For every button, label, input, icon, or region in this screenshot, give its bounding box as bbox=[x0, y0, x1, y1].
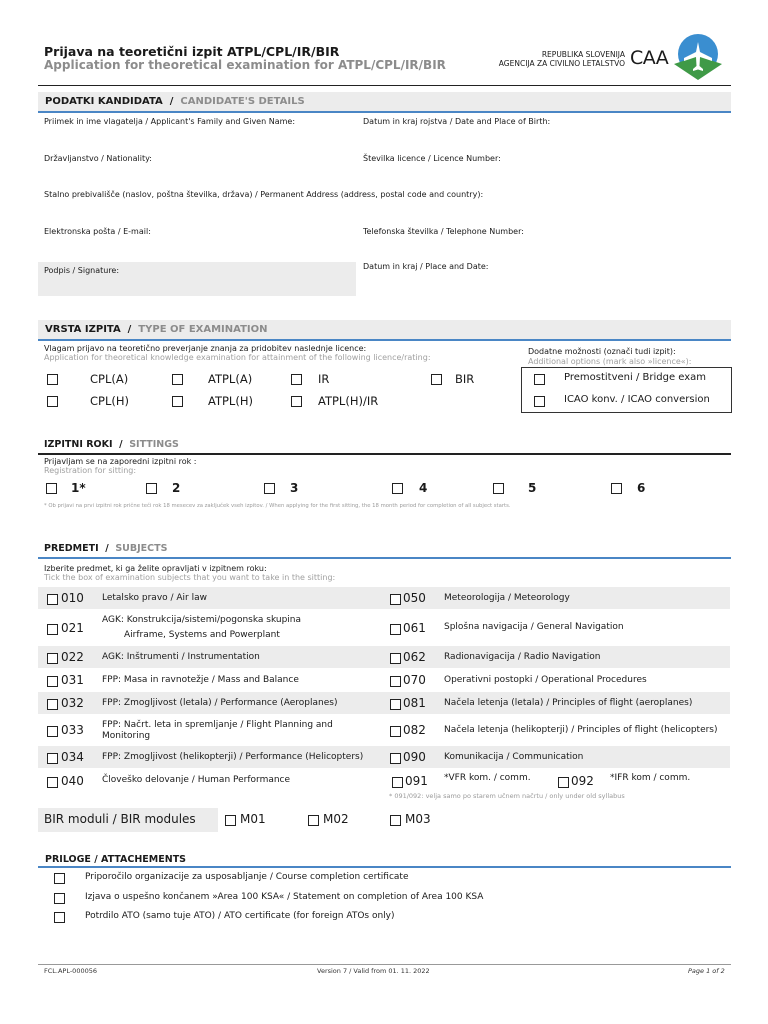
checkbox[interactable] bbox=[172, 396, 183, 407]
sitting-number: 4 bbox=[419, 481, 428, 495]
subject-name: Letalsko pravo / Air law bbox=[102, 593, 207, 603]
checkbox[interactable] bbox=[54, 912, 65, 923]
exam-type-intro-en: Application for theoretical knowledge examination for attainment of the following licence/rating: bbox=[44, 353, 431, 362]
checkbox[interactable] bbox=[47, 624, 58, 635]
section-title-en: SUBJECTS bbox=[115, 543, 168, 554]
agency-name bbox=[480, 50, 625, 68]
checkbox[interactable] bbox=[392, 777, 403, 788]
checkbox[interactable] bbox=[611, 483, 622, 494]
checkbox[interactable] bbox=[390, 815, 401, 826]
option-label: IR bbox=[318, 372, 330, 386]
subject-name: Radionavigacija / Radio Navigation bbox=[444, 652, 601, 662]
checkbox[interactable] bbox=[493, 483, 504, 494]
checkbox[interactable] bbox=[54, 893, 65, 904]
section-title-si: VRSTA IZPITA bbox=[45, 324, 121, 335]
subjects-intro-si: Izberite predmet, ki ga želite opravljati v izpitnem roku: bbox=[44, 564, 267, 573]
subject-code: 031 bbox=[61, 673, 84, 687]
checkbox[interactable] bbox=[47, 777, 58, 788]
licence-number-field-label: Številka licence / Licence Number: bbox=[363, 154, 501, 163]
candidate-rule bbox=[38, 111, 731, 113]
checkbox[interactable] bbox=[264, 483, 275, 494]
checkbox[interactable] bbox=[146, 483, 157, 494]
sittings-rule bbox=[38, 453, 731, 455]
checkbox[interactable] bbox=[47, 653, 58, 664]
sittings-note: * Ob prijavi na prvi izpitni rok prične teči rok 18 mesecev za zaključek vseh izpitov. / When applying for the first sitting, the 18 month period for completion of all subject starts. bbox=[44, 503, 511, 509]
subject-name: FPP: Zmogljivost (letala) / Performance (Aeroplanes) bbox=[102, 698, 338, 708]
footer-version: Version 7 / Valid from 01. 11. 2022 bbox=[317, 967, 430, 975]
section-title-si: PREDMETI bbox=[44, 543, 99, 554]
subject-code: 050 bbox=[403, 591, 426, 605]
subject-name-line-2: Monitoring bbox=[102, 731, 151, 741]
subject-code: 034 bbox=[61, 750, 84, 764]
attachment-label: Potrdilo ATO (samo tuje ATO) / ATO certificate (for foreign ATOs only) bbox=[85, 911, 395, 921]
sittings-intro-en: Registration for sitting: bbox=[44, 466, 137, 475]
checkbox[interactable] bbox=[47, 726, 58, 737]
subject-code: 032 bbox=[61, 696, 84, 710]
place-date-field-label: Datum in kraj / Place and Date: bbox=[363, 262, 489, 271]
candidate-section-bar bbox=[38, 92, 731, 112]
checkbox[interactable] bbox=[390, 594, 401, 605]
email-field-label: Elektronska pošta / E-mail: bbox=[44, 227, 151, 236]
checkbox[interactable] bbox=[390, 653, 401, 664]
module-code: M02 bbox=[323, 812, 349, 826]
subject-code: 091 bbox=[405, 774, 428, 788]
subject-name-line-2: Airframe, Systems and Powerplant bbox=[124, 630, 280, 640]
sitting-number: 5 bbox=[528, 481, 537, 495]
signature-field[interactable] bbox=[38, 262, 356, 296]
section-title-si: IZPITNI ROKI bbox=[44, 439, 113, 450]
checkbox[interactable] bbox=[390, 753, 401, 764]
additional-options-title-si: Dodatne možnosti (označi tudi izpit): bbox=[528, 347, 676, 356]
subject-name: Načela letenja (letala) / Principles of flight (aeroplanes) bbox=[444, 698, 693, 708]
subject-name: Načela letenja (helikopterji) / Principles of flight (helicopters) bbox=[444, 725, 718, 735]
section-title-en: TYPE OF EXAMINATION bbox=[138, 324, 268, 335]
checkbox[interactable] bbox=[308, 815, 319, 826]
phone-field-label: Telefonska številka / Telephone Number: bbox=[363, 227, 524, 236]
exam-type-section-bar bbox=[38, 320, 731, 340]
sittings-section-title: IZPITNI ROKI / SITTINGS bbox=[44, 439, 179, 450]
form-title: Prijava na teoretični izpit ATPL/CPL/IR/BIR bbox=[44, 44, 340, 59]
module-code: M01 bbox=[240, 812, 266, 826]
checkbox[interactable] bbox=[291, 374, 302, 385]
option-label: ATPL(H)/IR bbox=[318, 394, 379, 408]
option-label: BIR bbox=[455, 372, 475, 386]
checkbox[interactable] bbox=[172, 374, 183, 385]
subject-name: AGK: Konstrukcija/sistemi/pogonska skupina bbox=[102, 615, 302, 625]
checkbox[interactable] bbox=[534, 374, 545, 385]
checkbox[interactable] bbox=[47, 676, 58, 687]
subject-name: *IFR kom / comm. bbox=[610, 773, 691, 783]
agency-line-1: REPUBLIKA SLOVENIJA bbox=[541, 50, 625, 59]
subjects-intro-en: Tick the box of examination subjects that you want to take in the sitting: bbox=[44, 573, 336, 582]
subject-code: 090 bbox=[403, 750, 426, 764]
checkbox[interactable] bbox=[390, 699, 401, 710]
subject-code: 040 bbox=[61, 774, 84, 788]
subject-code: 070 bbox=[403, 673, 426, 687]
subject-name: FPP: Načrt. leta in spremljanje / Flight Planning and bbox=[102, 720, 333, 730]
subject-name: Komunikacija / Communication bbox=[444, 752, 584, 762]
subject-code: 062 bbox=[403, 650, 426, 664]
sitting-number: 6 bbox=[637, 481, 646, 495]
footer-page-number: Page 1 of 2 bbox=[688, 967, 725, 975]
subjects-section-title: PREDMETI / SUBJECTS bbox=[44, 543, 168, 554]
subject-name: Meteorologija / Meteorology bbox=[444, 593, 570, 603]
option-label: Premostitveni / Bridge exam bbox=[564, 372, 707, 383]
additional-options-title-en: Additional options (mark also »licence«): bbox=[528, 357, 692, 366]
attachments-rule bbox=[38, 866, 731, 868]
candidate-section-title: PODATKI KANDIDATA / CANDIDATE'S DETAILS bbox=[45, 96, 305, 107]
subject-code: 092 bbox=[571, 774, 594, 788]
checkbox[interactable] bbox=[46, 483, 57, 494]
option-label: ATPL(H) bbox=[208, 394, 253, 408]
caa-logo-icon bbox=[672, 34, 724, 82]
name-field-label: Priimek in ime vlagatelja / Applicant's Family and Given Name: bbox=[44, 117, 296, 126]
checkbox[interactable] bbox=[225, 815, 236, 826]
section-title-en: SITTINGS bbox=[129, 439, 179, 450]
subject-name: Operativni postopki / Operational Procedures bbox=[444, 675, 647, 685]
exam-type-intro-si: Vlagam prijavo na teoretično preverjanje znanja za pridobitev naslednje licence: bbox=[44, 344, 367, 353]
subject-name: Splošna navigacija / General Navigation bbox=[444, 622, 624, 632]
header-rule bbox=[38, 85, 731, 86]
sitting-number: 3 bbox=[290, 481, 299, 495]
subject-code: 081 bbox=[403, 696, 426, 710]
subject-code: 022 bbox=[61, 650, 84, 664]
checkbox[interactable] bbox=[390, 624, 401, 635]
exam-type-rule bbox=[38, 339, 731, 341]
checkbox[interactable] bbox=[47, 753, 58, 764]
sitting-number: 2 bbox=[172, 481, 181, 495]
checkbox[interactable] bbox=[54, 873, 65, 884]
form-subtitle: Application for theoretical examination for ATPL/CPL/IR/BIR bbox=[44, 58, 446, 72]
checkbox[interactable] bbox=[291, 396, 302, 407]
bir-modules-label: BIR moduli / BIR modules bbox=[44, 812, 196, 826]
sitting-number: 1* bbox=[71, 481, 86, 495]
checkbox[interactable] bbox=[47, 396, 58, 407]
subjects-note: * 091/092: velja samo po starem učnem načrtu / only under old syllabus bbox=[389, 792, 625, 800]
section-title-si: PODATKI KANDIDATA bbox=[45, 96, 163, 107]
subject-name: *VFR kom. / comm. bbox=[444, 773, 531, 783]
footer-rule bbox=[38, 964, 731, 965]
section-title-en: CANDIDATE'S DETAILS bbox=[180, 96, 305, 107]
option-label: CPL(A) bbox=[90, 372, 129, 386]
subject-code: 061 bbox=[403, 621, 426, 635]
attachment-label: Priporočilo organizacije za usposabljanje / Course completion certificate bbox=[85, 872, 409, 882]
checkbox[interactable] bbox=[47, 699, 58, 710]
checkbox[interactable] bbox=[47, 594, 58, 605]
subject-name: AGK: Inštrumenti / Instrumentation bbox=[102, 652, 260, 662]
signature-field-label: Podpis / Signature: bbox=[44, 266, 120, 275]
subject-code: 021 bbox=[61, 621, 84, 635]
attachment-label: Izjava o uspešno končanem »Area 100 KSA« / Statement on completion of Area 100 KSA bbox=[85, 892, 484, 902]
checkbox[interactable] bbox=[392, 483, 403, 494]
agency-line-2: AGENCIJA ZA CIVILNO LETALSTVO bbox=[498, 59, 625, 68]
checkbox[interactable] bbox=[390, 726, 401, 737]
logo-abbr: CAA bbox=[630, 47, 669, 69]
subjects-rule bbox=[38, 557, 731, 559]
subject-code: 033 bbox=[61, 723, 84, 737]
checkbox[interactable] bbox=[390, 676, 401, 687]
nationality-field-label: Državljanstvo / Nationality: bbox=[44, 154, 152, 163]
exam-type-section-title: VRSTA IZPITA / TYPE OF EXAMINATION bbox=[45, 324, 268, 335]
sittings-intro-si: Prijavljam se na zaporedni izpitni rok : bbox=[44, 457, 197, 466]
subject-code: 010 bbox=[61, 591, 84, 605]
subject-name: Človeško delovanje / Human Performance bbox=[102, 775, 291, 785]
option-label: ATPL(A) bbox=[208, 372, 253, 386]
checkbox[interactable] bbox=[431, 374, 442, 385]
module-code: M03 bbox=[405, 812, 431, 826]
option-label: CPL(H) bbox=[90, 394, 129, 408]
option-label: ICAO konv. / ICAO conversion bbox=[564, 394, 710, 405]
attachments-section-title: PRILOGE / ATTACHEMENTS bbox=[45, 854, 187, 865]
dob-field-label: Datum in kraj rojstva / Date and Place of Birth: bbox=[363, 117, 551, 126]
checkbox[interactable] bbox=[47, 374, 58, 385]
subject-code: 082 bbox=[403, 723, 426, 737]
footer-form-code: FCL.APL-000056 bbox=[44, 967, 97, 975]
subject-name: FPP: Masa in ravnotežje / Mass and Balance bbox=[102, 675, 299, 685]
checkbox[interactable] bbox=[558, 777, 569, 788]
checkbox[interactable] bbox=[534, 396, 545, 407]
subject-name: FPP: Zmogljivost (helikopterji) / Performance (Helicopters) bbox=[102, 752, 364, 762]
address-field-label: Stalno prebivališče (naslov, poštna številka, država) / Permanent Address (address, postal code and country): bbox=[44, 190, 484, 199]
